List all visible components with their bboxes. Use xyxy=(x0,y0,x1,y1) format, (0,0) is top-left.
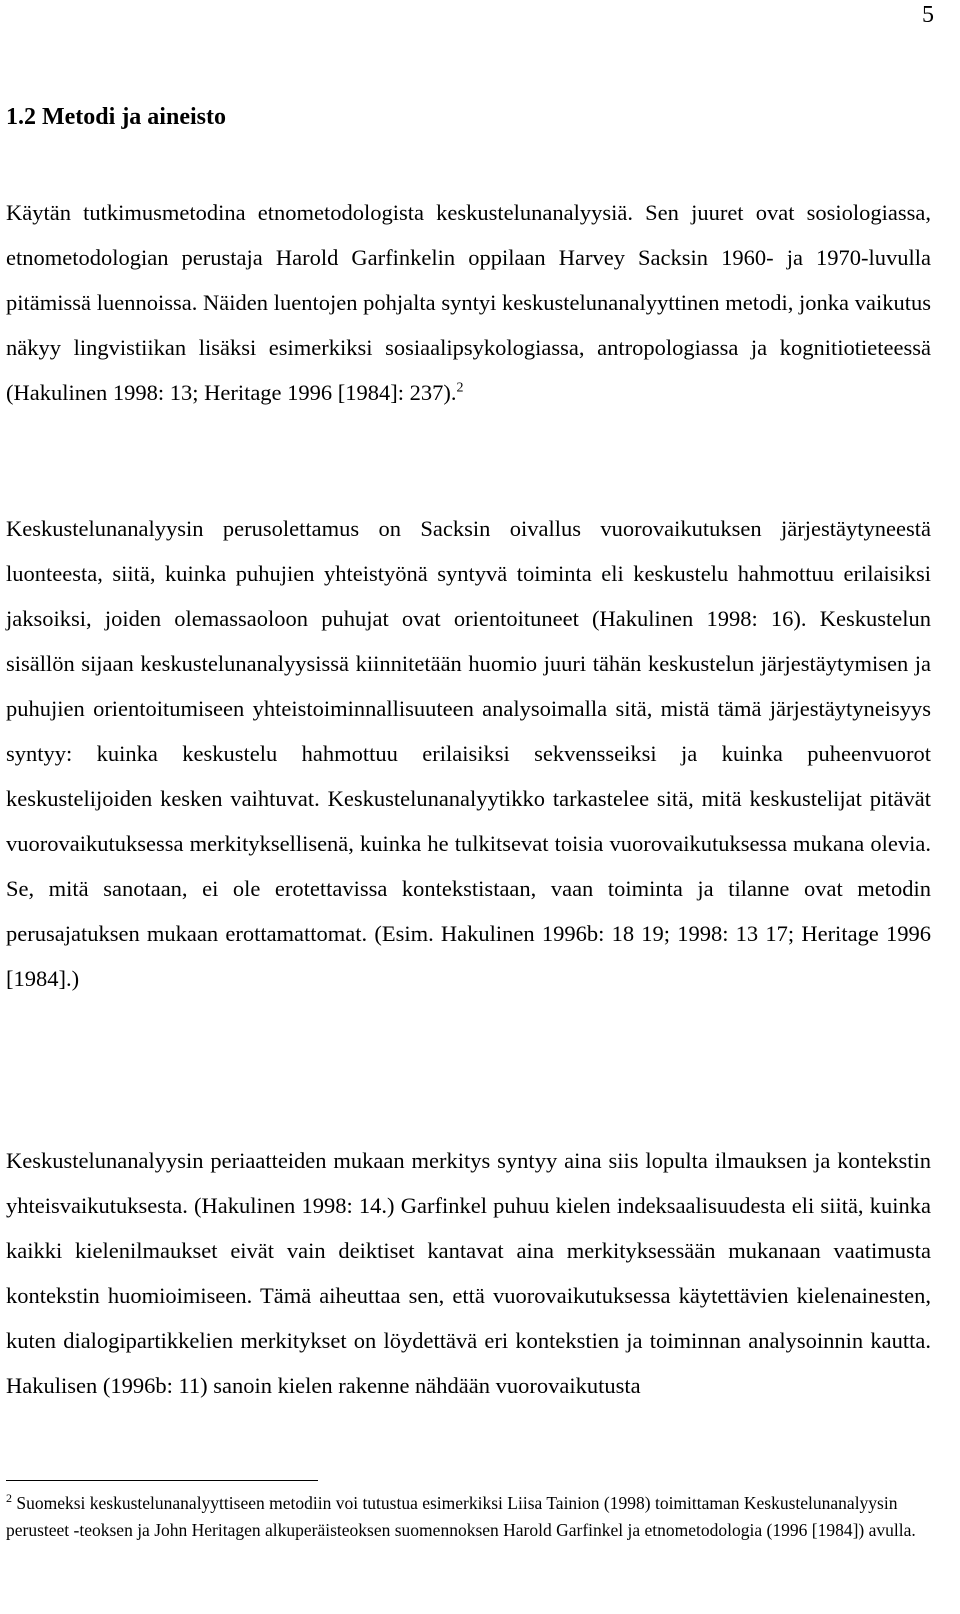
page-number: 5 xyxy=(922,2,934,28)
footnote-divider xyxy=(6,1480,318,1481)
section-heading: 1.2 Metodi ja aineisto xyxy=(6,104,226,130)
footnote xyxy=(6,1490,931,1544)
footnote-marker: 2 xyxy=(6,1491,12,1506)
paragraph-1-text: Käytän tutkimusmetodina etnometodologista keskustelunanalyysiä. Sen juuret ovat sosiologiassa, etnometodologian perustaja Harold Garfinkelin oppilaan Harvey Sacksin 1960- ja 1970-luvulla pitämissä luennoissa. Näiden luentojen pohjalta syntyi keskustelunanalyyttinen metodi, jonka vaikutus näkyy lingvistiikan lisäksi esimerkiksi sosiaalipsykologiassa, antropologiassa ja kognitiotieteessä (Hakulinen 1998: 13; Heritage 1996 [1984]: 237). xyxy=(6,200,931,405)
paragraph-3: Keskustelunanalyysin periaatteiden mukaan merkitys syntyy aina siis lopulta ilmauksen ja kontekstin yhteisvaikutuksesta. (Hakulinen 1998: 14.) Garfinkel puhuu kielen indeksaalisuudesta eli siitä, kuinka kaikki kielenilmaukset eivät vain deiktiset kantavat aina merkityksessään mukanaan vaatimusta kontekstin huomioimiseen. Tämä aiheuttaa sen, että vuorovaikutuksessa käytettävien kielenainesten, kuten dialogipartikkelien merkitykset on löydettävä eri kontekstien ja toiminnan analysoinnin kautta. Hakulisen (1996b: 11) sanoin kielen rakenne nähdään vuorovaikutusta xyxy=(6,1148,931,1398)
footnote-reference: 2 xyxy=(456,380,464,396)
paragraph-1 xyxy=(6,190,931,415)
footnote-text: Suomeksi keskustelunanalyyttiseen metodiin voi tutustua esimerkiksi Liisa Tainion (1998) toimittaman Keskustelunanalyysin perusteet -teoksen ja John Heritagen alkuperäisteoksen suomennoksen Harold Garfinkel ja etnometodologia (1996 [1984]) avulla. xyxy=(6,1493,916,1540)
paragraph-2: Keskustelunanalyysin perusolettamus on Sacksin oivallus vuorovaikutuksen järjestäytyneestä luonteesta, siitä, kuinka puhujien yhteistyönä syntyvä toiminta eli keskustelu hahmottuu erilaisiksi jaksoiksi, joiden olemassaoloon puhujat ovat orientoituneet (Hakulinen 1998: 16). Keskustelun sisällön sijaan keskustelunanalyysissä kiinnitetään huomio juuri tähän keskustelun järjestäytymisen ja puhujien orientoitumiseen yhteistoiminnallisuuteen analysoimalla sitä, mistä tämä järjestäytyneisyys syntyy: kuinka keskustelu hahmottuu erilaisiksi sekvensseiksi ja kuinka puheenvuorot keskustelijoiden kesken vaihtuvat. Keskustelunanalyytikko tarkastelee sitä, mitä keskustelijat pitävät vuorovaikutuksessa merkityksellisenä, kuinka he tulkitsevat toisia vuorovaikutuksessa mukana olevia. Se, mitä sanotaan, ei ole erotettavissa kontekstistaan, vaan toiminta ja tilanne ovat metodin perusajatuksen mukaan erottamattomat. (Esim. Hakulinen 1996b: 18 19; 1998: 13 17; Heritage 1996 [1984].) xyxy=(6,516,931,991)
